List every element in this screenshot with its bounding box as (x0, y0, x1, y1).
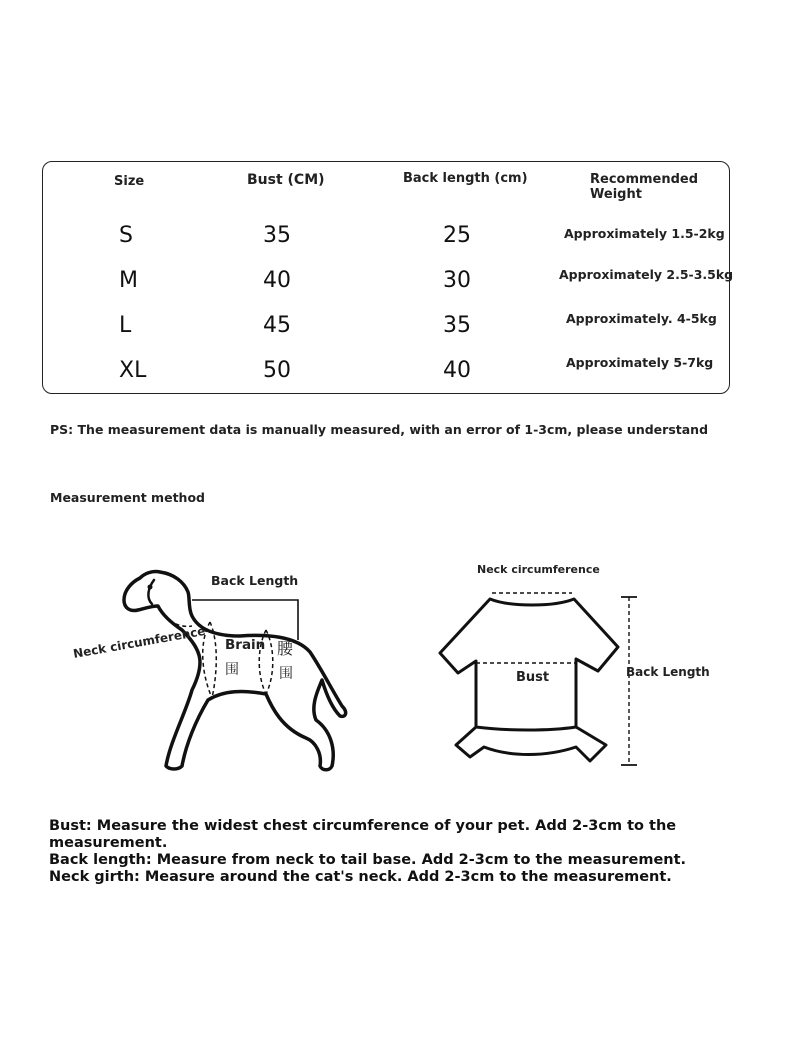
garment-neck-label: Neck circumference (477, 563, 600, 576)
row-xl-size: XL (119, 358, 147, 383)
method-title: Measurement method (50, 490, 205, 505)
dog-ear (148, 580, 154, 604)
header-weight-line1: Recommended (590, 172, 699, 187)
row-xl-back: 40 (443, 358, 471, 383)
instruction-bust: Bust: Measure the widest chest circumference of your pet. Add 2-3cm to the measurement. (49, 818, 677, 851)
row-l-size: L (119, 313, 132, 338)
dog-eye (148, 585, 153, 590)
garment-bust-label: Bust (516, 670, 550, 685)
row-xl-weight: Approximately 5-7kg (566, 355, 714, 370)
row-s-size: S (119, 223, 133, 248)
dog-brain-label: Brain (225, 637, 266, 653)
row-l-weight: Approximately. 4-5kg (566, 311, 717, 326)
dog-waist-label: 腰 (277, 639, 294, 658)
row-s-weight: Approximately 1.5-2kg (564, 226, 725, 241)
row-l-bust: 45 (263, 313, 291, 338)
dog-back-length-label: Back Length (211, 573, 299, 588)
dog-neck-label: Neck circumference (72, 623, 207, 661)
row-m-weight: Approximately 2.5-3.5kg (559, 267, 734, 282)
row-xl-bust: 50 (263, 358, 291, 383)
row-l-back: 35 (443, 313, 471, 338)
row-m-size: M (119, 268, 138, 293)
dog-wei2-label: 围 (279, 666, 293, 682)
instruction-back-length: Back length: Measure from neck to tail base. Add 2-3cm to the measurement. (49, 852, 687, 868)
header-bust: Bust (CM) (247, 172, 325, 188)
row-m-bust: 40 (263, 268, 291, 293)
dog-wei1-label: 围 (225, 662, 239, 678)
row-s-bust: 35 (263, 223, 291, 248)
garment-outline (440, 599, 618, 730)
row-s-back: 25 (443, 223, 471, 248)
garment-back-length-label: Back Length (626, 665, 710, 679)
header-weight-line2: Weight (590, 187, 642, 202)
garment-measurement-diagram (430, 555, 710, 780)
instructions (49, 818, 729, 886)
row-m-back: 30 (443, 268, 471, 293)
measurement-note: PS: The measurement data is manually measured, with an error of 1-3cm, please understand (50, 422, 709, 437)
header-size: Size (114, 174, 145, 189)
dog-measurement-diagram (60, 530, 360, 780)
instruction-neck: Neck girth: Measure around the cat's neck. Add 2-3cm to the measurement. (49, 869, 672, 885)
header-back-length: Back length (cm) (403, 171, 528, 186)
